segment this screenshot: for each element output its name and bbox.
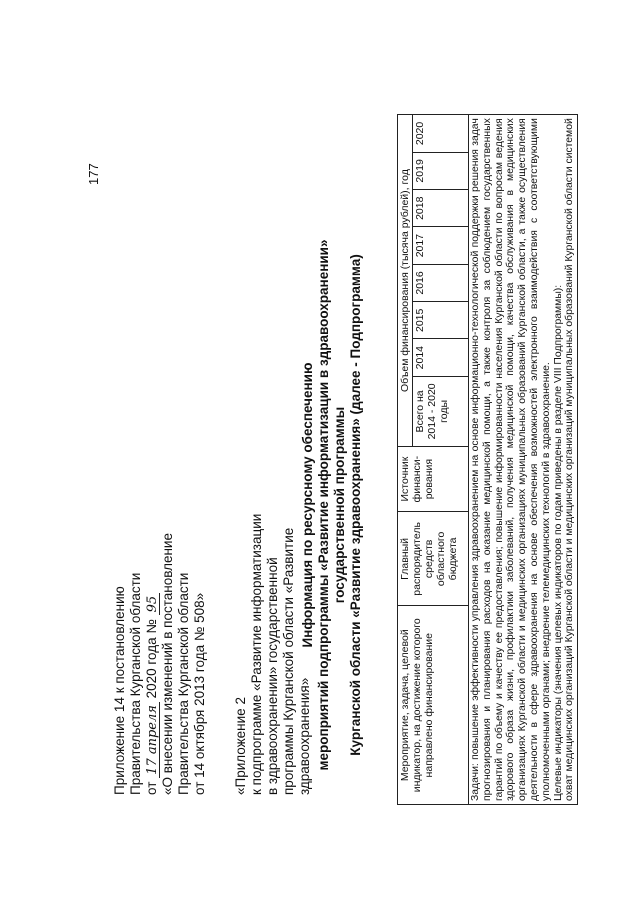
indicators-text: Целевые индикаторы (значения целевых индикаторов по годам приведены в разделе VIII Подпрограммы): (552, 284, 564, 801)
appendix-line: Правительства Курганской области (128, 572, 143, 795)
handwritten-date: 17 апреля (146, 702, 160, 778)
header-year: 2019 (413, 152, 469, 189)
header-activity: Мероприятие, задача, целевой индикатор, на достижение которого направлено финансирование (398, 606, 469, 805)
table-row-tasks (469, 115, 578, 805)
coverage-text: охват медицинских организаций Курганской области и медицинских организаций муниципальных образований Курганской области системой (564, 118, 576, 801)
header-year: 2017 (413, 227, 469, 264)
appendix2-line: здравоохранения» (297, 677, 312, 795)
header-funding: Объем финансирования (тысяча рублей), год (398, 115, 413, 447)
header-year: 2018 (413, 190, 469, 227)
appendix2-line: к подпрограмме «Развитие информатизации (249, 513, 264, 795)
appendix-line: «О внесении изменений в постановление (160, 533, 175, 795)
appendix-14-block (112, 435, 208, 795)
page-number: 177 (86, 163, 101, 185)
appendix-date-line (144, 435, 160, 795)
header-year: 2020 (413, 115, 469, 152)
header-source: Источник финанси-рования (398, 446, 469, 511)
funding-table (397, 25, 578, 805)
header-year: 2016 (413, 264, 469, 301)
tasks-text: Задачи: повышение эффективности управления здравоохранением на основе информационно-технологической поддержки решения задач прогнозирования и планирования расходов на оказание медицинской помощи, а также контроля за соблюдением государственных гарантий по объему и качеству ее предоставления; повышение информированности населения Курганской области по вопросам ведения здорового образа жизни, профилактики заболеваний, получения медицинской помощи, качества обслуживания в медицинских организациях Курганской области и медицинских организациях муниципальных образований Курганской области, а также осуществления деятельности в сфере здравоохранения на основе обеспечения возможностей электронного взаимодействия с соответствующими уполномоченными органами; внедрение телемедицинских технологий в здравоохранение. (470, 118, 552, 801)
appendix2-line: программы Курганской области «Развитие (281, 527, 296, 795)
appendix-line: Правительства Курганской области (176, 572, 191, 795)
header-total: Всего на 2014 - 2020 годы (413, 376, 469, 446)
title-line: Курганской области «Развитие здравоохранения» (далее - Подпрограмма) (348, 254, 363, 756)
appendix2-line: «Приложение 2 (233, 697, 248, 795)
appendix-line: от 14 октября 2013 года № 508» (192, 592, 207, 795)
title-line: Информация по ресурсному обеспечению (300, 362, 315, 648)
blank-cell (398, 25, 578, 115)
title-line: мероприятий подпрограммы «Развитие информатизации в здравоохранении» государственной программы (316, 239, 347, 771)
header-year: 2014 (413, 339, 469, 376)
document-title (300, 205, 364, 805)
header-year: 2015 (413, 302, 469, 339)
header-manager: Главный распорядитель средств областного бюджета (398, 512, 469, 606)
date-prefix: от (144, 781, 159, 795)
year-text: 2020 года № (144, 619, 159, 699)
appendix-line: Приложение 14 к постановлению (112, 586, 127, 795)
appendix2-line: в здравоохранении» государственной (265, 557, 280, 795)
handwritten-number: 95 (146, 593, 160, 616)
